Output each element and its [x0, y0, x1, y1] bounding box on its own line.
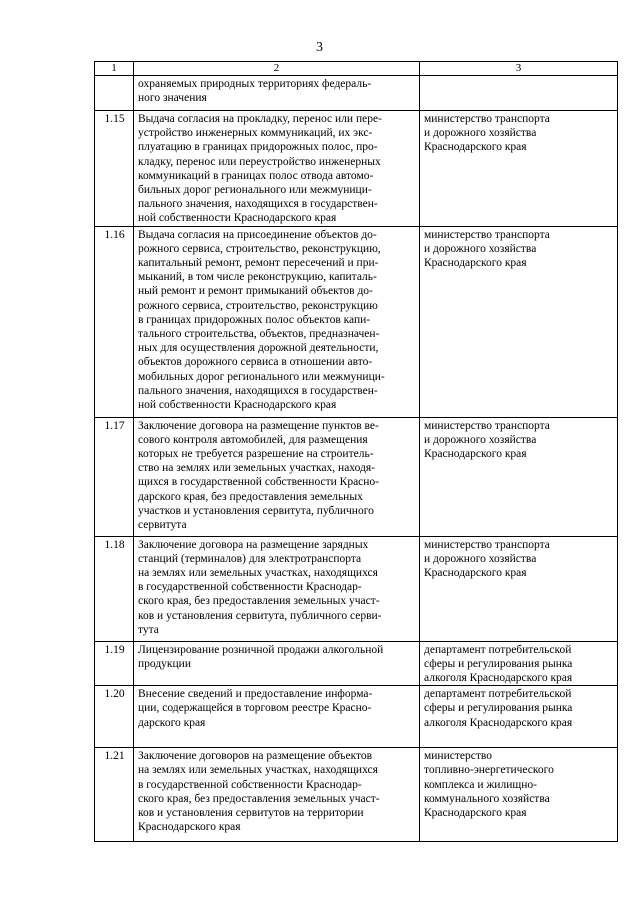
service-description — [134, 748, 420, 842]
description-line: на землях или земельных участках, находящихся — [138, 567, 378, 580]
description-line: Лицензирование розничной продажи алкогольной — [138, 643, 384, 656]
agency-line: Краснодарского края — [424, 448, 527, 461]
agency-line: сферы и регулирования рынка — [424, 702, 573, 715]
description-line: тута — [138, 623, 159, 636]
description-line: ных для осуществления дорожной деятельности, — [138, 342, 379, 355]
agency-line: департамент потребительской — [424, 643, 572, 656]
description-line: пального значения, находящихся в государствен- — [138, 384, 378, 397]
description-line: рожного сервиса, строительство, реконструкцию — [138, 299, 378, 312]
description-line: станций (терминалов) для электротранспорта — [138, 552, 362, 565]
description-line: дарского края — [138, 716, 206, 729]
service-description — [134, 76, 420, 111]
table-row — [95, 536, 618, 641]
description-line: ный ремонт и ремонт примыканий объектов до- — [138, 285, 373, 298]
agency-line: Краснодарского края — [424, 807, 527, 820]
row-number: 1.17 — [95, 417, 134, 536]
responsible-agency — [420, 748, 618, 842]
description-line: в государственной собственности Краснодар- — [138, 778, 362, 791]
table-row — [95, 417, 618, 536]
description-line: которых не требуется разрешение на строитель- — [138, 448, 374, 461]
agency-line: и дорожного хозяйства — [424, 127, 537, 140]
description-line: Заключение договоров на размещение объектов — [138, 750, 373, 763]
page-number: 3 — [316, 40, 323, 55]
description-line: пального значения, находящихся в государствен- — [138, 198, 378, 211]
description-line: ного значения — [138, 92, 207, 105]
table-row — [95, 111, 618, 227]
responsible-agency — [420, 536, 618, 641]
table-row — [95, 686, 618, 748]
service-description — [134, 111, 420, 227]
description-line: объектов дорожного сервиса в отношении авто- — [138, 356, 373, 369]
description-line: устройство инженерных коммуникаций, их экс- — [138, 127, 373, 140]
agency-line: министерство транспорта — [424, 113, 550, 125]
agency-line: Краснодарского края — [424, 257, 527, 270]
row-number: 1.15 — [95, 111, 134, 227]
description-line: ство на землях или земельных участках, находя- — [138, 462, 376, 475]
agency-line: комплекса и жилищно- — [424, 778, 537, 791]
description-line: ков и установления сервитутов на территории — [138, 807, 364, 820]
description-line: щихся в государственной собственности Красно- — [138, 476, 380, 489]
description-line: бильных дорог регионального или межмуници- — [138, 184, 372, 197]
responsible-agency — [420, 111, 618, 227]
description-line: ной собственности Краснодарского края — [138, 212, 337, 225]
table-row — [95, 748, 618, 842]
row-number: 1.19 — [95, 641, 134, 686]
description-line: Заключение договора на размещение пунктов ве- — [138, 419, 379, 432]
description-line: дарского края, без предоставления земельных — [138, 490, 363, 503]
description-line: кладку, перенос или переустройство инженерных — [138, 155, 381, 168]
description-line: участков и установления сервитута, публичного — [138, 504, 374, 517]
agency-line: министерство транспорта — [424, 419, 550, 432]
description-line: Выдача согласия на прокладку, перенос или пере- — [138, 113, 382, 125]
table-row — [95, 76, 618, 111]
description-line: сового контроля автомобилей, для размещения — [138, 433, 368, 446]
column-header: 3 — [420, 62, 618, 76]
agency-line: департамент потребительской — [424, 688, 572, 701]
description-line: продукции — [138, 657, 191, 670]
responsible-agency — [420, 76, 618, 111]
description-line: рожного сервиса, строительство, реконструкцию, — [138, 242, 381, 255]
agency-line: министерство транспорта — [424, 538, 550, 551]
row-number: 1.16 — [95, 226, 134, 417]
description-line: на землях или земельных участках, находящихся — [138, 764, 378, 777]
table-row — [95, 641, 618, 686]
service-description — [134, 641, 420, 686]
description-line: ной собственности Краснодарского края — [138, 399, 337, 412]
description-line: капитальный ремонт, ремонт пересечений и при- — [138, 257, 379, 270]
description-line: в государственной собственности Краснодар- — [138, 581, 362, 594]
service-description — [134, 226, 420, 417]
table-row — [95, 226, 618, 417]
description-line: Заключение договора на размещение зарядных — [138, 538, 369, 551]
description-line: ков и установления сервитута, публичного серви- — [138, 609, 382, 622]
agency-line: коммунального хозяйства — [424, 792, 550, 805]
column-header: 1 — [95, 62, 134, 76]
responsible-agency — [420, 226, 618, 417]
description-line: мыканий, в том числе реконструкцию, капиталь- — [138, 271, 377, 284]
row-number: 1.21 — [95, 748, 134, 842]
description-line: Внесение сведений и предоставление информа- — [138, 688, 373, 701]
service-description — [134, 686, 420, 748]
column-header: 2 — [134, 62, 420, 76]
responsible-agency — [420, 641, 618, 686]
agency-line: Краснодарского края — [424, 141, 527, 154]
responsible-agency — [420, 686, 618, 748]
agency-line: и дорожного хозяйства — [424, 433, 537, 446]
agency-line: топливно-энергетического — [424, 764, 554, 777]
service-description — [134, 536, 420, 641]
agency-line: Краснодарского края — [424, 567, 527, 580]
description-line: в границах придорожных полос объектов капи- — [138, 313, 371, 326]
description-line: ского края, без предоставления земельных участ- — [138, 792, 380, 805]
description-line: плуатацию в границах придорожных полос, про- — [138, 141, 378, 154]
agency-line: сферы и регулирования рынка — [424, 657, 573, 670]
responsible-agency — [420, 417, 618, 536]
row-number: 1.20 — [95, 686, 134, 748]
agency-line: алкоголя Краснодарского края — [424, 716, 573, 729]
services-table — [94, 61, 618, 842]
description-line: Выдача согласия на присоединение объектов до- — [138, 228, 377, 241]
description-line: коммуникаций в границах полос отвода автомо- — [138, 169, 374, 182]
description-line: ского края, без предоставления земельных участ- — [138, 595, 380, 608]
description-line: Краснодарского края — [138, 821, 241, 834]
description-line: охраняемых природных территориях федераль- — [138, 78, 372, 90]
description-line: сервитута — [138, 519, 187, 532]
agency-line: министерство транспорта — [424, 228, 550, 241]
row-number: 1.18 — [95, 536, 134, 641]
agency-line: алкоголя Краснодарского края — [424, 672, 573, 685]
description-line: ции, содержащейся в торговом реестре Красно- — [138, 702, 372, 715]
description-line: мобильных дорог регионального или межмуници- — [138, 370, 385, 383]
agency-line: и дорожного хозяйства — [424, 242, 537, 255]
table-header-row — [95, 62, 618, 76]
row-number — [95, 76, 134, 111]
agency-line: и дорожного хозяйства — [424, 552, 537, 565]
agency-line: министерство — [424, 750, 492, 763]
service-description — [134, 417, 420, 536]
description-line: тального строительства, объектов, предназначен- — [138, 328, 380, 341]
